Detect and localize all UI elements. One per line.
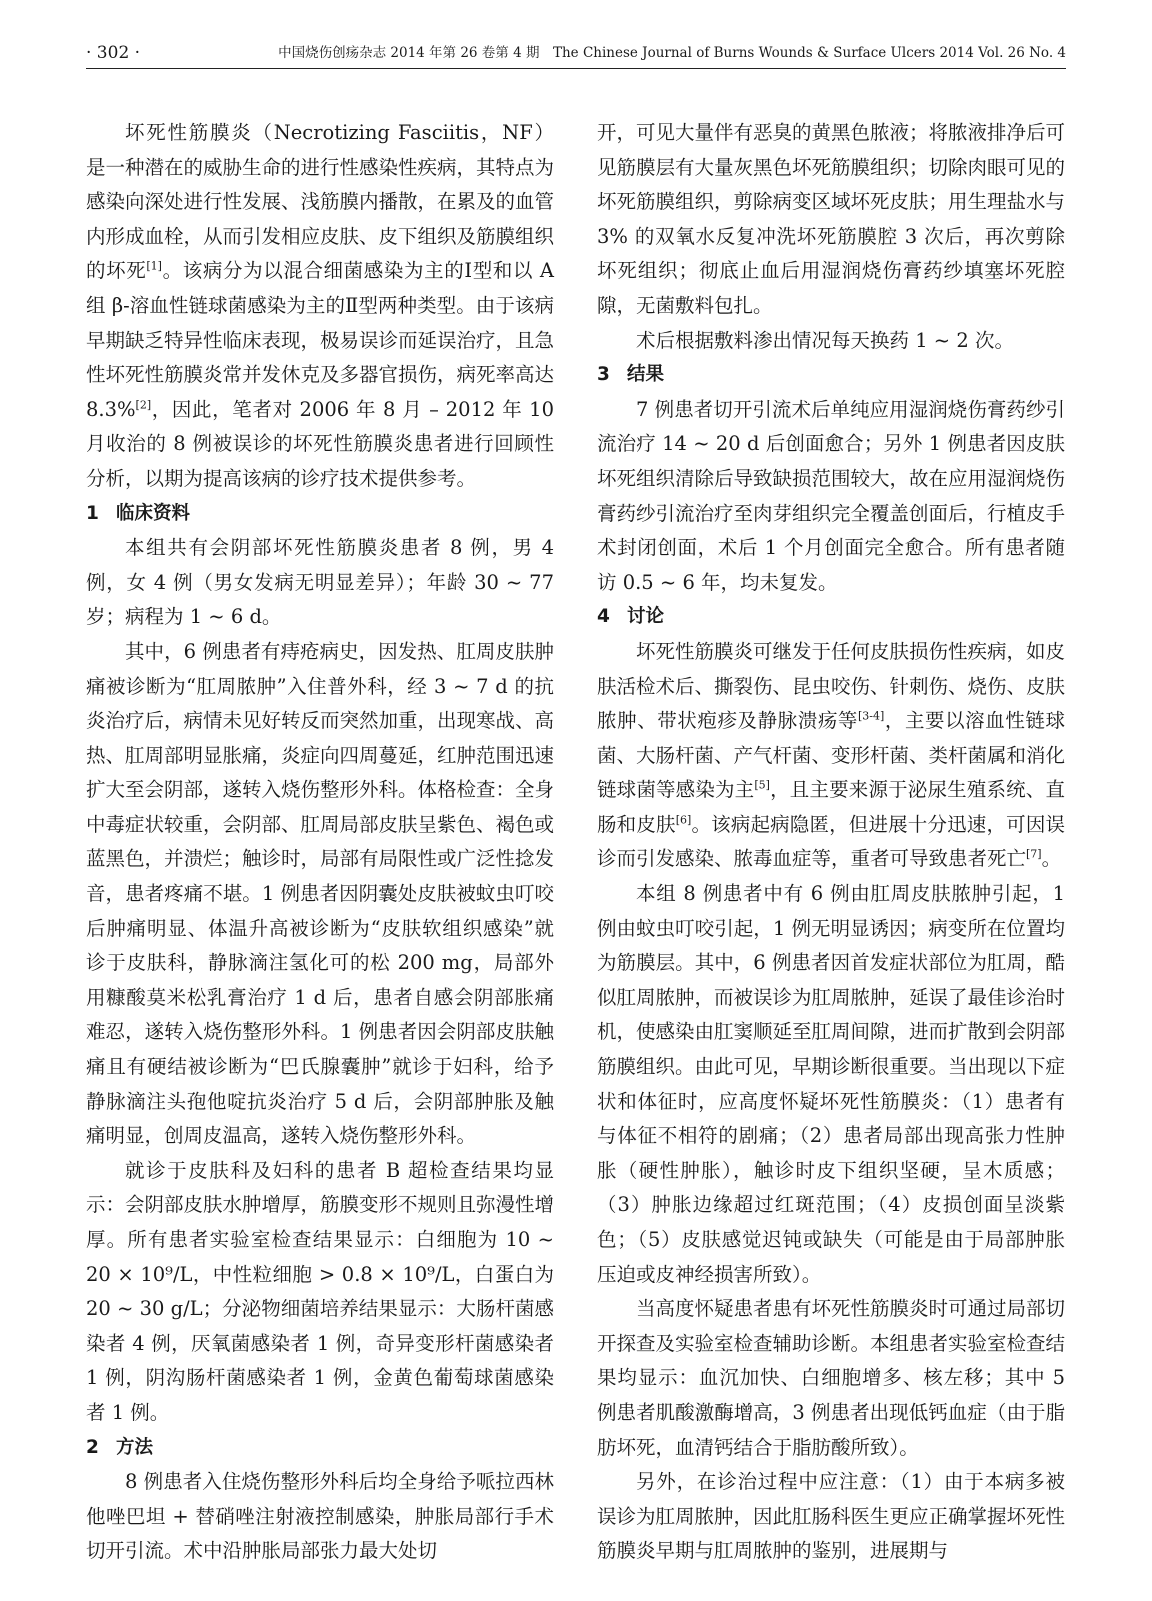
left-column: [86, 116, 554, 1569]
citation-ref: [6]: [675, 813, 692, 827]
citation-ref: [2]: [135, 398, 152, 412]
body-paragraph: 本组 8 例患者中有 6 例由肛周皮肤脓肿引起，1 例由蚊虫叮咬引起，1 例无明显诱因；病变所在位置均为筋膜层。其中，6 例患者因首发症状部位为肛周，酷似肛周脓肿，而被误诊为肛周脓肿，延误了最佳诊治时机，使感染由肛窦顺延至肛周间隙，进而扩散到会阴部筋膜组织。由此可见，早期诊断很重要。当出现以下症状和体征时，应高度怀疑坏死性筋膜炎：（1）患者有与体征不相符的剧痛；（2）患者局部出现高张力性肿胀（硬性肿胀），触诊时皮下组织坚硬，呈木质感；（3）肿胀边缘超过红斑范围；（4）皮损创面呈淡紫色；（5）皮肤感觉迟钝或缺失（可能是由于局部肿胀压迫或皮神经损害所致）。: [597, 882, 1066, 1286]
citation-ref: [5]: [754, 778, 770, 792]
body-paragraph: 本组共有会阴部坏死性筋膜炎患者 8 例，男 4 例，女 4 例（男女发病无明显差异）；年龄 30 ~ 77 岁；病程为 1 ~ 6 d。: [86, 536, 554, 629]
page-number: · 302 ·: [86, 43, 141, 63]
citation-ref: [3-4]: [858, 709, 885, 723]
body-paragraph: 8 例患者入住烧伤整形外科后均全身给予哌拉西林他唑巴坦 + 替硝唑注射液控制感染，肿胀局部行手术切开引流。术中沿肿胀局部张力最大处切: [86, 1470, 554, 1563]
section-heading-results: 3 结果: [597, 364, 665, 386]
body-paragraph: 开，可见大量伴有恶臭的黄黑色脓液；将脓液排净后可见筋膜层有大量灰黑色坏死筋膜组织；切除肉眼可见的坏死筋膜组织，剪除病变区域坏死皮肤；用生理盐水与 3% 的双氧水反复冲洗坏死筋膜腔 3 次后，再次剪除坏死组织；彻底止血后用湿润烧伤膏药纱填塞坏死腔隙，无菌敷料包扎。: [597, 121, 1066, 317]
citation-ref: [7]: [1026, 847, 1042, 861]
section-heading-discussion: 4 讨论: [597, 606, 665, 628]
intro-paragraph: 坏死性筋膜炎（Necrotizing Fasciitis，NF）是一种潜在的威胁生命的进行性感染性疾病，其特点为感染向深处进行性发展、浅筋膜内播散，在累及的血管内形成血栓，从而引发相应皮肤、皮下组织及筋膜组织的坏死[1]。该病分为以混合细菌感染为主的Ⅰ型和以 A 组 β-溶血性链球菌感染为主的Ⅱ型两种类型。由于该病早期缺乏特异性临床表现，极易误诊而延误治疗，且急性坏死性筋膜炎常并发休克及多器官损伤，病死率高达 8.3%[2]，因此，笔者对 2006 年 8 月 – 2012 年 10 月收治的 8 例被误诊的坏死性筋膜炎患者进行回顾性分析，以期为提高该病的诊疗技术提供参考。: [86, 121, 555, 490]
body-paragraph: 另外，在诊治过程中应注意：（1）由于本病多被误诊为肛周脓肿，因此肛肠科医生更应正确掌握坏死性筋膜炎早期与肛周脓肿的鉴别，进展期与: [597, 1470, 1066, 1563]
body-paragraph: 其中，6 例患者有痔疮病史，因发热、肛周皮肤肿痛被诊断为“肛周脓肿”入住普外科，经 3 ~ 7 d 的抗炎治疗后，病情未见好转反而突然加重，出现寒战、高热、肛周部明显胀痛，炎症向四周蔓延，红肿范围迅速扩大至会阴部，遂转入烧伤整形外科。体格检查：全身中毒症状较重，会阴部、肛周局部皮肤呈紫色、褐色或蓝黑色，并溃烂；触诊时，局部有局限性或广泛性捻发音，患者疼痛不堪。1 例患者因阴囊处皮肤被蚊虫叮咬后肿痛明显、体温升高被诊断为“皮肤软组织感染”就诊于皮肤科，静脉滴注氢化可的松 200 mg，局部外用糠酸莫米松乳膏治疗 1 d 后，患者自感会阴部胀痛难忍，遂转入烧伤整形外科。1 例患者因会阴部皮肤触痛且有硬结被诊断为“巴氏腺囊肿”就诊于妇科，给予静脉滴注头孢他啶抗炎治疗 5 d 后，会阴部肿胀及触痛明显，创周皮温高，遂转入烧伤整形外科。: [86, 639, 555, 1148]
right-column: [597, 116, 1065, 1569]
body-paragraph: 7 例患者切开引流术后单纯应用湿润烧伤膏药纱引流治疗 14 ~ 20 d 后创面愈合；另外 1 例患者因皮肤坏死组织清除后导致缺损范围较大，故在应用湿润烧伤膏药纱引流治疗至肉芽组织完全覆盖创面后，行植皮手术封闭创面，术后 1 个月创面完全愈合。所有患者随访 0.5 ~ 6 年，均未复发。: [597, 397, 1066, 594]
citation-ref: [1]: [146, 259, 162, 273]
section-heading-clinical: 1 临床资料: [86, 502, 191, 524]
running-header: [86, 38, 1066, 69]
journal-citation: 中国烧伤创疡杂志 2014 年第 26 卷第 4 期 The Chinese Journal of Burns Wounds & Surface Ulcers 2014 Vol. 26 No. 4: [278, 45, 1066, 61]
body-paragraph: 坏死性筋膜炎可继发于任何皮肤损伤性疾病，如皮肤活检术后、撕裂伤、昆虫咬伤、针刺伤、烧伤、皮肤脓肿、带状疱疹及静脉溃疡等[3-4]，主要以溶血性链球菌、大肠杆菌、产气杆菌、变形杆菌、类杆菌属和消化链球菌等感染为主[5]，且主要来源于泌尿生殖系统、直肠和皮肤[6]。该病起病隐匿，但进展十分迅速，可因误诊而引发感染、脓毒血症等，重者可导致患者死亡[7]。: [597, 639, 1066, 871]
body-paragraph: 就诊于皮肤科及妇科的患者 B 超检查结果均显示：会阴部皮肤水肿增厚，筋膜变形不规则且弥漫性增厚。所有患者实验室检查结果显示：白细胞为 10 ~ 20 × 10⁹/L，中性粒细胞 > 0.8 × 10⁹/L，白蛋白为 20 ~ 30 g/L；分泌物细菌培养结果显示：大肠杆菌感染者 4 例，厌氧菌感染者 1 例，奇异变形杆菌感染者 1 例，阴沟肠杆菌感染者 1 例，金黄色葡萄球菌感染者 1 例。: [86, 1158, 555, 1424]
section-heading-methods: 2 方法: [86, 1436, 154, 1458]
body-paragraph: 术后根据敷料渗出情况每天换药 1 ~ 2 次。: [636, 328, 1014, 352]
body-paragraph: 当高度怀疑患者患有坏死性筋膜炎时可通过局部切开探查及实验室检查辅助诊断。本组患者实验室检查结果均显示：血沉加快、白细胞增多、核左移；其中 5 例患者肌酸激酶增高，3 例患者出现低钙血症（由于脂肪坏死，血清钙结合于脂肪酸所致）。: [597, 1297, 1066, 1459]
